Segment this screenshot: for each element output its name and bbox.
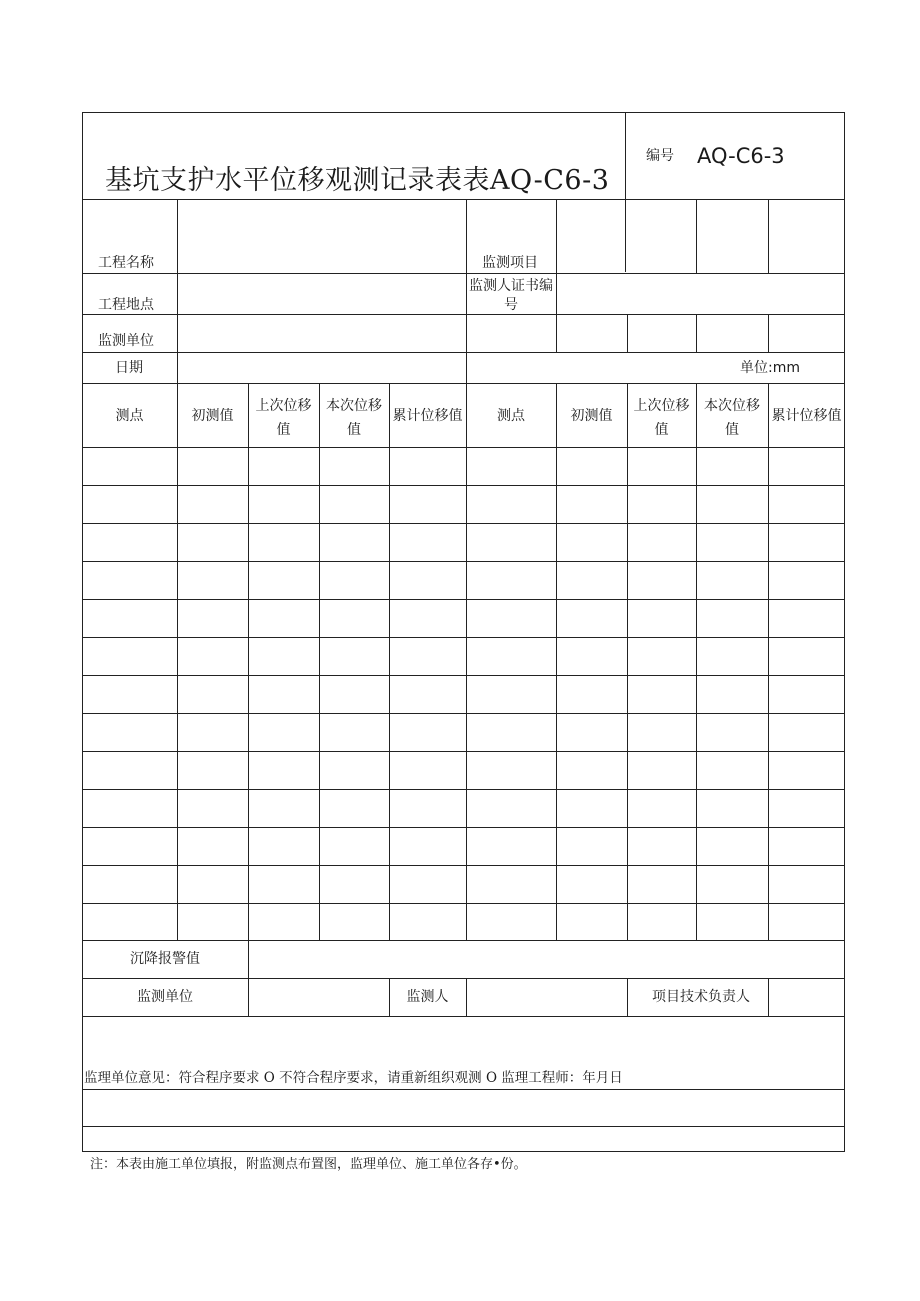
col-prev-right-1: 上次位移 [633,398,690,414]
col-initial-right: 初测值 [570,408,613,424]
code-label: 编号 [646,148,674,164]
grid-line [82,903,845,904]
grid-line [696,314,697,352]
col-initial-left: 初测值 [191,408,234,424]
monitor-unit-label: 监测单位 [98,333,154,349]
date-label: 日期 [115,360,143,376]
grid-line [82,199,845,200]
col-point-left: 测点 [115,408,144,424]
grid-line [768,314,769,352]
col-curr-left-2: 值 [347,422,361,438]
grid-line [82,485,845,486]
col-prev-right-2: 值 [654,422,669,438]
code-value: AQ-C6-3 [697,144,785,168]
alarm-label: 沉降报警值 [130,951,200,967]
footer-monitor-person-label: 监测人 [406,989,449,1005]
col-point-right: 测点 [497,408,525,424]
grid-line [625,112,626,272]
supervision-opinion: 监理单位意见：符合程序要求 O 不符合程序要求，请重新组织观测 O 监理工程师：年月日 [84,1070,623,1086]
grid-line [696,383,697,940]
footnote: 注：本表由施工单位填报，附监测点布置图，监理单位、施工单位各存•份。 [90,1157,527,1172]
grid-line [466,978,467,1016]
col-cumulative-left: 累计位移值 [392,408,463,424]
grid-line [82,675,845,676]
grid-line [82,751,845,752]
grid-line [82,978,845,979]
grid-line [82,599,845,600]
grid-line [556,383,557,940]
grid-line [82,1126,845,1127]
col-curr-right-2: 值 [725,422,739,438]
grid-line [177,199,178,383]
col-curr-right-1: 本次位移 [704,398,760,414]
grid-line [177,383,178,940]
grid-line [82,447,845,448]
grid-line [768,978,769,1016]
project-site-label: 工程地点 [98,297,154,313]
grid-line [627,978,628,1016]
grid-line [248,978,249,1016]
grid-line [82,1016,845,1017]
grid-line [466,383,467,940]
project-name-label: 工程名称 [98,255,154,271]
grid-line [82,1089,845,1090]
grid-line [82,273,845,274]
col-prev-left-2: 值 [276,422,291,438]
grid-line [248,940,249,978]
grid-line [82,789,845,790]
cert-label-line1: 监测人证书编 [469,278,553,294]
grid-line [82,314,845,315]
footer-monitor-unit-label: 监测单位 [137,989,193,1005]
cert-label-line2: 号 [504,297,518,313]
grid-line [82,561,845,562]
grid-line [82,637,845,638]
col-prev-left-1: 上次位移 [255,398,312,414]
col-cumulative-right: 累计位移值 [771,408,842,424]
grid-line [627,383,628,940]
grid-line [556,199,557,352]
grid-line [389,383,390,940]
grid-line [627,314,628,352]
grid-line [82,383,845,384]
grid-line [248,383,249,940]
grid-line [82,940,845,941]
grid-line [82,352,845,353]
page-title: 基坑支护水平位移观测记录表表AQ-C6-3 [105,165,610,196]
grid-line [82,713,845,714]
unit-label: 单位:mm [740,360,800,376]
grid-line [768,383,769,940]
monitor-item-label: 监测项目 [482,255,538,271]
grid-line [82,865,845,866]
col-curr-left-1: 本次位移 [326,398,382,414]
grid-line [82,827,845,828]
grid-line [696,199,697,273]
tech-lead-label: 项目技术负责人 [652,989,750,1005]
grid-line [319,383,320,940]
grid-line [82,523,845,524]
grid-line [768,199,769,273]
